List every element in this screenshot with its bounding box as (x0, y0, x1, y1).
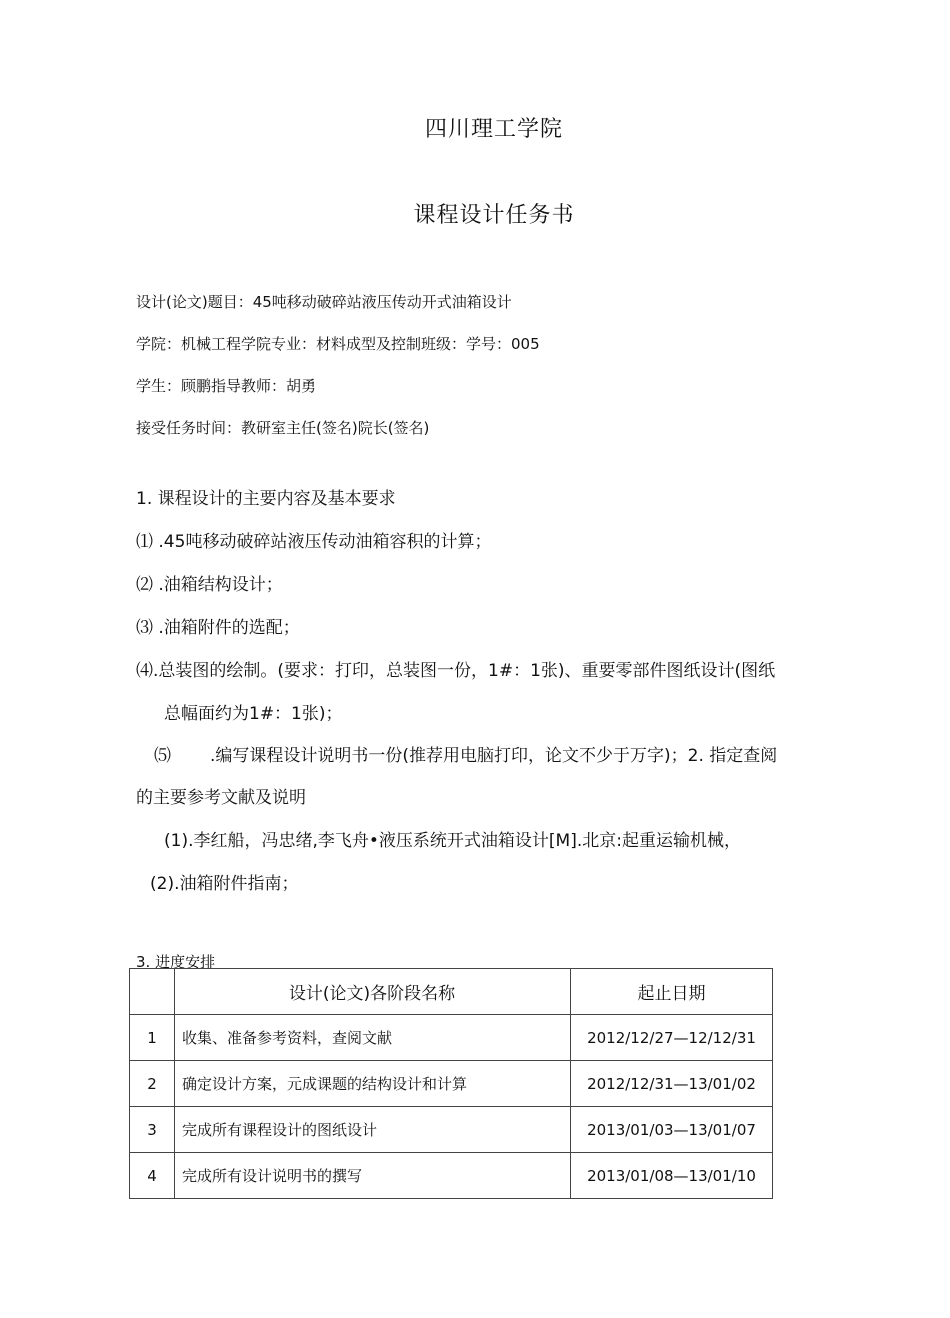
row-index: 2 (130, 1061, 175, 1107)
row-index: 1 (130, 1015, 175, 1061)
requirement-item: ⑵ .油箱结构设计； (136, 575, 283, 595)
table-row (130, 1061, 773, 1107)
receive-time-line: 接受任务时间：教研室主任(签名)院长(签名) (136, 419, 430, 437)
requirement-item-5-continued: 的主要参考文献及说明 (136, 788, 306, 808)
requirement-item-continued: 总幅面约为1#：1张)； (164, 704, 343, 724)
header-date: 起止日期 (571, 969, 773, 1015)
row-index: 4 (130, 1153, 175, 1199)
header-stage-name: 设计(论文)各阶段名称 (175, 969, 571, 1015)
document-title: 课程设计任务书 (413, 203, 575, 228)
row-stage-name: 确定设计方案，元成课题的结构设计和计算 (175, 1061, 571, 1107)
table-row (130, 1107, 773, 1153)
requirement-item: ⑷.总装图的绘制。(要求：打印，总装图一份，1#：1张)、重要零部件图纸设计(图纸 (136, 661, 776, 681)
header-index (130, 969, 175, 1015)
college-line: 学院：机械工程学院专业：材料成型及控制班级：学号：005 (136, 335, 540, 353)
row-stage-name: 完成所有课程设计的图纸设计 (175, 1107, 571, 1153)
table-row (130, 1153, 773, 1199)
schedule-table (129, 968, 773, 1199)
row-date: 2012/12/31—13/01/02 (571, 1061, 773, 1107)
row-stage-name: 完成所有设计说明书的撰写 (175, 1153, 571, 1199)
row-date: 2013/01/03—13/01/07 (571, 1107, 773, 1153)
row-date: 2012/12/27—12/12/31 (571, 1015, 773, 1061)
table-header-row (130, 969, 773, 1015)
table-row (130, 1015, 773, 1061)
section1-heading: 1. 课程设计的主要内容及基本要求 (136, 489, 396, 509)
requirement-item-5: .编写课程设计说明书一份(推荐用电脑打印，论文不少于万字)；2. 指定查阅 (210, 746, 778, 766)
row-stage-name: 收集、准备参考资料，查阅文献 (175, 1015, 571, 1061)
reference-item: (1).李红船，冯忠绪,李飞舟•液压系统开式油箱设计[M].北京:起重运输机械， (164, 831, 741, 851)
topic-line: 设计(论文)题目：45吨移动破碎站液压传动开式油箱设计 (136, 293, 512, 311)
requirement-item: ⑶ .油箱附件的选配； (136, 618, 300, 638)
section3-heading: 3. 进度安排 (136, 953, 216, 971)
student-line: 学生：顾鹏指导教师：胡勇 (136, 377, 317, 395)
school-name: 四川理工学院 (424, 117, 563, 142)
row-date: 2013/01/08—13/01/10 (571, 1153, 773, 1199)
requirement-item: ⑴ .45吨移动破碎站液压传动油箱容积的计算； (136, 532, 492, 552)
requirement-item-5-number: ⑸ (154, 746, 171, 766)
reference-item: (2).油箱附件指南； (150, 874, 299, 894)
row-index: 3 (130, 1107, 175, 1153)
